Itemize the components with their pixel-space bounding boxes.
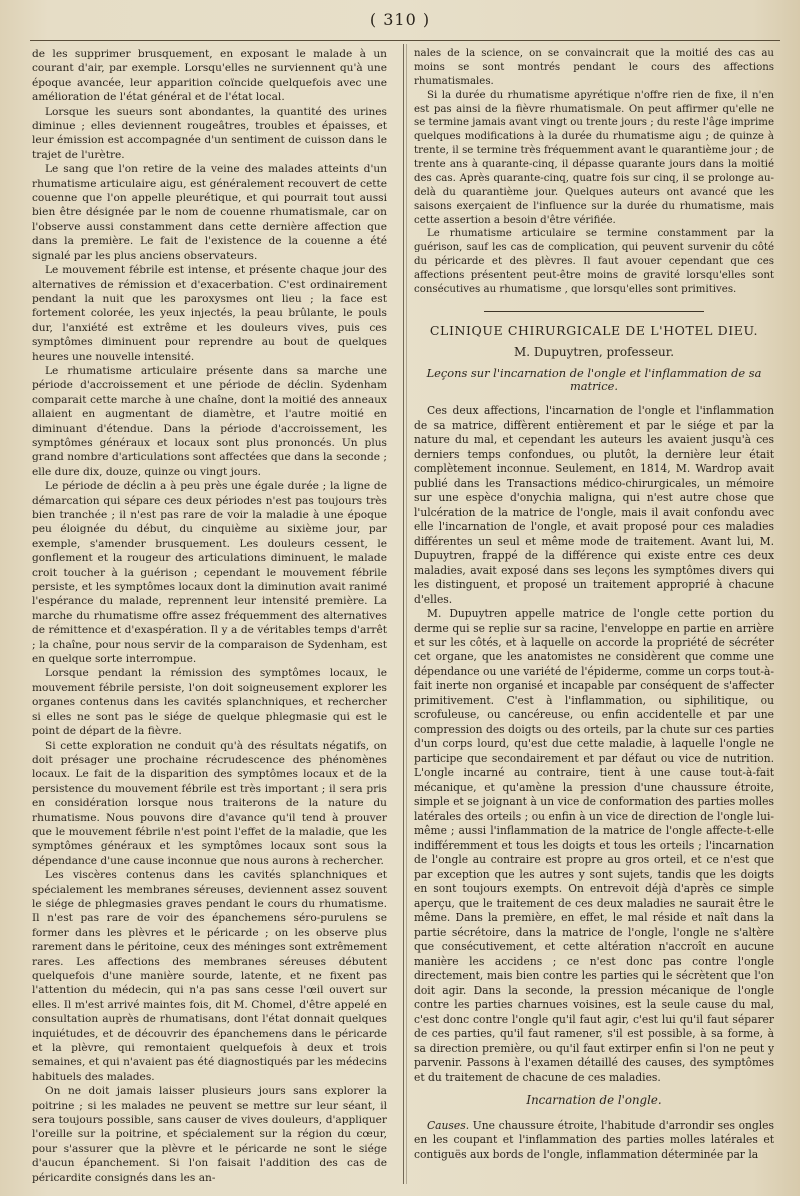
paragraph: Ces deux affections, l'incarnation de l'ongle et l'inflammation de sa matrice, diffèrent entièrement et par le siége et par la nature du mal, et cependant les auteurs les avaient jusqu'à ces derniers temps confondues, ou plutôt, la dernière leur était complètement inconnue. Seulement, en 1814, M. Wardrop avait publié dans les Transactions médico-chirurgicales, un mémoire sur une espèce d'onychia maligna, qui n'est autre chose que l'ulcération de la matrice de l'ongle, mais il avait confondu avec elle l'incarnation de l'ongle, et avait proposé pour ces maladies différentes un seul et même mode de traitement. Avant lui, M. Dupuytren, frappé de la différence qui existe entre ces deux maladies, avait exposé dans ses leçons les symptômes divers qui les distinguent, et proposé un traitement approprié à chacune d'elles. [414,404,774,606]
causes-text: Une chaussure étroite, l'habitude d'arrondir ses ongles en les coupant et l'inflammation des parties molles latérales et contiguës aux bords de l'ongle, inflammation déterminée par la [414,1118,774,1161]
paragraph: M. Dupuytren appelle matrice de l'ongle cette portion du derme qui se replie sur sa racine, l'enveloppe en partie en arrière et sur les côtés, et à laquelle on accorde la propriété de sécréter cet organe, que les anatomistes ne considèrent que comme une dépendance ou une variété de l'épiderme, comme un corps tout-à-fait inerte non organisé et incapable par conséquent de s'affecter primitivement. C'est à l'inflammation, ou siphilitique, ou scrofuleuse, ou cancéreuse, ou enfin accidentelle et par une compression des doigts ou des orteils, par la chute sur ces parties d'un corps lourd, qu'est due cette maladie, à laquelle l'ongle ne participe que secondairement et par défaut ou vice de nutrition. L'ongle incarné au contraire, tient à une cause tout-à-fait mécanique, et qu'amène la pression d'une chaussure étroite, simple et se joignant à un vice de conformation des parties molles latérales des orteils ; ou enfin à un vice de direction de l'ongle lui-même ; aussi l'inflammation de la matrice de l'ongle affecte-t-elle indifféremment et tous les doigts et tous les orteils ; l'incarnation de l'ongle au contraire est propre au gros orteil, et ce n'est que par exception que les autres y sont sujets, tandis que les doigts en sont toujours exempts. On entrevoit déjà d'après ce simple aperçu, que le traitement de ces deux maladies ne saurait être le même. Dans la première, en effet, le mal réside et naît dans la partie sécrétoire, dans la matrice de l'ongle, l'ongle ne s'altère que consécutivement, et cette altération n'accroît en aucune manière les accidens ; ce n'est donc pas contre l'ongle directement, mais bien contre les parties qui le sécrètent que l'on doit agir. Dans la seconde, la pression mécanique de l'ongle contre les parties charnues voisines, est la seule cause du mal, c'est donc contre l'ongle qu'il faut agir, c'est lui qu'il faut séparer de ces parties, qu'il faut ramener, s'il est possible, à sa forme, à sa direction première, ou qu'il faut extirper enfin si l'on ne peut y parvenir. Passons à l'examen détaillé des causes, des symptômes et du traitement de chacune de ces maladies. [414,607,774,1084]
paragraph: Le mouvement fébrile est intense, et présente chaque jour des alternatives de rémission et d'exacerbation. C'est ordinairement pendant la nuit que les paroxysmes ont lieu ; la face est fortement colorée, les yeux injectés, la peau brûlante, le pouls dur, l'anxiété est extrême et les douleurs vives, puis ces symptômes diminuent pour reprendre au bout de quelques heures une nouvelle intensité. [32,264,387,363]
paragraph: de les supprimer brusquement, en exposant le malade à un courant d'air, par exemple. Lorsqu'elles ne surviennent qu'à une époque avancée, leur apparition coïncide quelquefois avec une amélioration de l'état général et de l'état local. [32,48,387,104]
paragraph: Le rhumatisme articulaire présente dans sa marche une période d'accroissement et une période de déclin. Sydenham comparait cette marche à une chaîne, dont la moitié des anneaux allaient en augmentant de diamètre, et l'autre moitié en diminuant d'étendue. Dans la période d'accroissement, les symptômes généraux et locaux sont plus prononcés. Un plus grand nombre d'articulations sont affectées que dans la seconde ; elle dure dix, douze, quinze ou vingt jours. [32,364,387,478]
column-divider-secondary [406,44,407,1184]
paragraph: Lorsque pendant la rémission des symptômes locaux, le mouvement fébrile persiste, l'on doit soigneusement explorer les organes contenus dans les cavités splanchniques, et rechercher si elles ne sont pas le siége de quelque phlegmasie qui est le point de départ de la fièvre. [32,667,387,738]
page-number: ( 310 ) [369,10,431,29]
paragraph: Le période de déclin a à peu près une égale durée ; la ligne de démarcation qui sépare ces deux périodes n'est pas toujours très bien tranchée ; il n'est pas rare de voir la maladie à une époque peu éloignée du début, du cinquième au sixième jour, par exemple, s'amender brusquement. Les douleurs cessent, le gonflement et la rougeur des articulations diminuent, le malade croit toucher à la guérison ; cependant le mouvement fébrile persiste, et les symptômes locaux dont la diminution avait ranimé l'espérance du malade, reprennent leur intensité première. La marche du rhumatisme offre assez fréquemment des alternatives de rémittence et d'exaspération. Il y a de véritables temps d'arrêt ; la chaîne, pour nous servir de la comparaison de Sydenham, est en quelque sorte interrompue. [32,480,387,666]
section-title: CLINIQUE CHIRURGICALE DE L'HOTEL DIEU. [429,322,759,338]
causes-paragraph [414,1119,774,1162]
column-divider [403,44,404,1184]
paragraph: Les viscères contenus dans les cavités splanchniques et spécialement les membranes séreuses, deviennent assez souvent le siége de phlegmasies graves pendant le cours du rhumatisme. Il n'est pas rare de voir des épanchemens séro-purulens se former dans les plèvres et le péricarde ; on les observe plus rarement dans le péritoine, ceux des méninges sont extrêmement rares. Les affections des membranes séreuses débutent quelquefois d'une manière sourde, latente, et ne fixent pas l'attention du médecin, qui n'a pas sans cesse l'œil ouvert sur elles. Il m'est arrivé maintes fois, dit M. Chomel, d'être appelé en consultation auprès de rhumatisans, dont l'état donnait quelques inquiétudes, et de découvrir des épanchemens dans le péricarde et la plèvre, qui remontaient quelquefois à deux et trois semaines, et qui n'avaient pas été diagnostiqués par les médecins habituels des malades. [32,869,387,1083]
left-column [32,47,387,1185]
right-column [414,47,774,1162]
paragraph: Lorsque les sueurs sont abondantes, la quantité des urines diminue ; elles deviennent rougeâtres, troubles et épaisses, et leur émission est accompagnée d'un sentiment de cuisson dans le trajet de l'urètre. [32,105,387,161]
header-rule [30,40,780,41]
section-rule [484,311,704,312]
lecture-subtitle: Leçons sur l'incarnation de l'ongle et l'inflammation de sa matrice. [426,365,762,394]
paragraph: nales de la science, on se convaincrait que la moitié des cas au moins se sont montrés pendant le cours des affections rhumatismales. [414,48,774,87]
paragraph: On ne doit jamais laisser plusieurs jours sans explorer la poitrine ; si les malades ne peuvent se mettre sur leur séant, il sera toujours possible, sans causer de vives douleurs, d'appliquer l'oreille sur la poitrine, et spécialement sur la région du cœur, pour s'assurer que la plèvre et le péricarde ne sont le siége d'aucun épanchement. Si l'on faisait l'addition des cas de péricardite consignés dans les an- [32,1085,387,1184]
professor-line: M. Dupuytren, professeur. [513,344,675,359]
paragraph: Le rhumatisme articulaire se termine constamment par la guérison, sauf les cas de complication, qui peuvent survenir du côté du péricarde et des plèvres. Il faut avouer cependant que ces affections présentent peut-être moins de gravité lorsqu'elles sont consécutives au rhumatisme , que lorsqu'elles sont primitives. [414,228,774,295]
paragraph: Si la durée du rhumatisme apyrétique n'offre rien de fixe, il n'en est pas ainsi de la fièvre rhumatismale. On peut affirmer qu'elle ne se termine jamais avant vingt ou trente jours ; du reste l'âge imprime quelques modifications à la durée du rhumatisme aigu ; de quinze à trente, il se termine très fréquemment avant le quarantième jour ; de trente ans à quarante-cinq, il dépasse quarante jours dans la moitié des cas. Après quarante-cinq, quatre fois sur cinq, il se prolonge au-delà du quarantième jour. Quelques auteurs ont avancé que les saisons exerçaient de l'influence sur la durée du rhumatisme, mais cette assertion a besoin d'être vérifiée. [414,89,774,226]
paragraph: Le sang que l'on retire de la veine des malades atteints d'un rhumatisme articulaire aigu, est généralement recouvert de cette couenne que l'on appelle pleurétique, et qui pourrait tout aussi bien être désignée par le nom de couenne rhumatismale, car on l'observe aussi constamment dans cette dernière affection que dans la première. Le fait de l'existence de la couenne a été signalé par les plus anciens observateurs. [32,163,387,262]
subheading: Incarnation de l'ongle. [526,1093,662,1108]
paragraph: Si cette exploration ne conduit qu'à des résultats négatifs, on doit présager une prochaine récrudescence des phénomènes locaux. Le fait de la disparition des symptômes locaux et de la persistence du mouvement fébrile est très important ; il sera pris en considération lorsque nous traiterons de la nature du rhumatisme. Nous pouvons dire d'avance qu'il tend à prouver que le mouvement fébrile n'est point l'effet de la maladie, que les symptômes généraux et les symptômes locaux sont sous la dépendance d'une cause inconnue que nous aurons à rechercher. [32,739,387,867]
causes-label: Causes. [427,1118,470,1132]
article-body [414,404,774,1085]
